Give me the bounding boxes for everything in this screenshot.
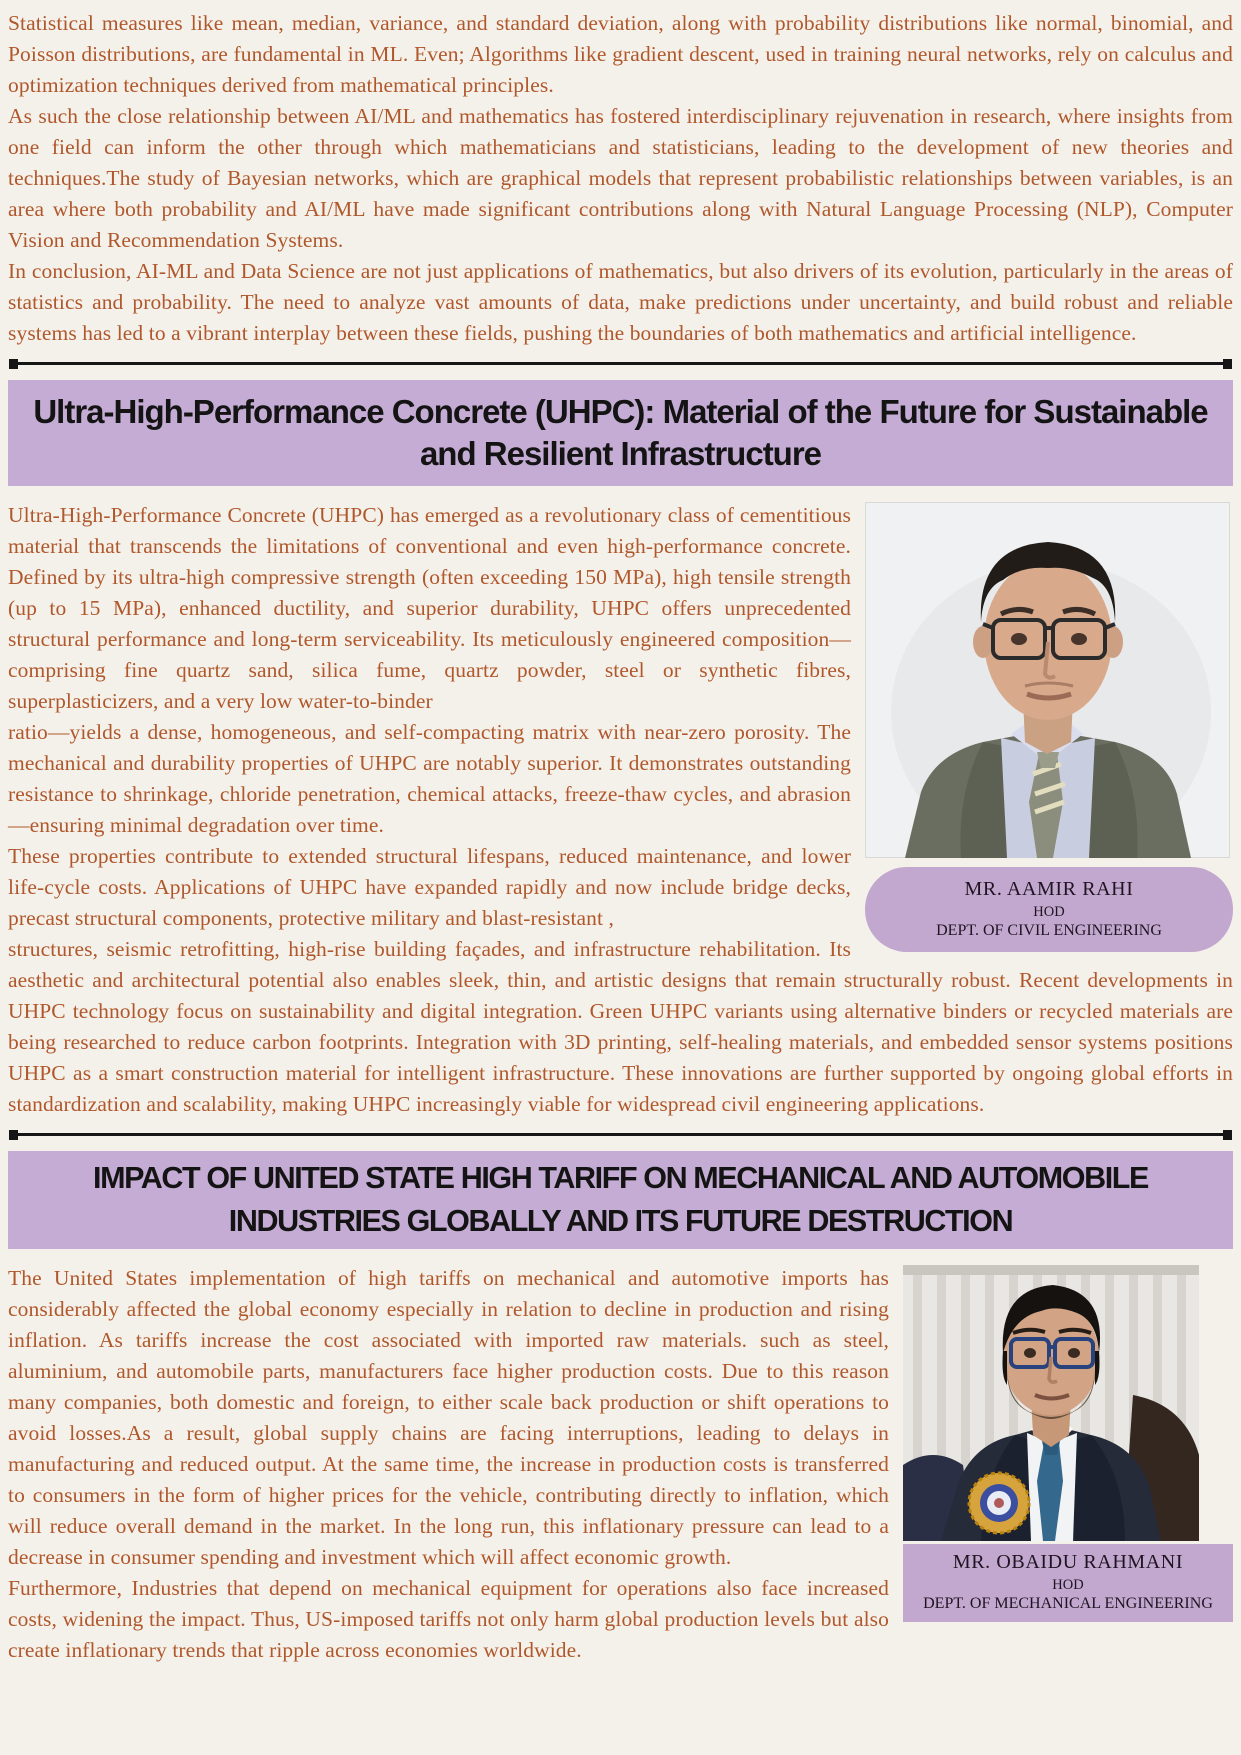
mechanical-hod-figure [903, 1265, 1233, 1622]
uhpc-paragraph: Ultra-High-Performance Concrete (UHPC) has emerged as a revolutionary class of cementitious material that transcends the limitations of conventional and even high-performance concrete. Defined by its ultra-high compressive strength (often exceeding 150 MPa), high tensile strength (up to 15 MPa), enhanced ductility, and superior durability, UHPC offers unprecedented structural performance and long-term serviceability. Its meticulously engineered composition—comprising fine quartz sand, silica fume, quartz powder, steel or synthetic fibres, superplasticizers, and a very low water-to-binder [8, 503, 851, 713]
civil-hod-figure [865, 502, 1233, 952]
section-divider [10, 1133, 1231, 1136]
intro-paragraph: As such the close relationship between AI/ML and mathematics has fostered interdisciplinary rejuvenation in research, where insights from one field can inform the other through which mathematicians and statisticians, leading to the development of new theories and techniques.The study of Bayesian networks, which are graphical models that represent probabilistic relationships between variables, is an area where both probability and AI/ML have made significant contributions along with Natural Language Processing (NLP), Computer Vision and Recommendation Systems. [8, 104, 1233, 252]
tariff-paragraph: Furthermore, Industries that depend on mechanical equipment for operations also face increased costs, widening the impact. Thus, US-imposed tariffs not only harm global production levels but also create inflationary trends that ripple across economies worldwide. [8, 1576, 889, 1662]
intro-section [8, 8, 1233, 349]
tariff-paragraph: The United States implementation of high tariffs on mechanical and automotive imports has considerably affected the global economy especially in relation to decline in production and rising inflation. As tariffs increase the cost associated with imported raw materials. such as steel, aluminium, and automobile parts, manufacturers face higher production costs. Due to this reason many companies, both domestic and foreign, to either scale back production or shift operations to avoid losses.As a result, global supply chains are facing interruptions, leading to delays in manufacturing and reduced output. At the same time, the increase in production costs is transferred to consumers in the form of higher prices for the vehicle, contributing directly to inflation, which will reduce overall demand in the market. In the long run, this inflationary pressure can lead to a decrease in consumer spending and investment which will affect economic growth. [8, 1266, 889, 1569]
mechanical-hod-role: HOD [1052, 1577, 1084, 1593]
section-divider [10, 362, 1231, 365]
mechanical-hod-photo [903, 1265, 1199, 1541]
tariff-article [8, 1263, 1233, 1666]
mechanical-hod-caption [903, 1544, 1233, 1622]
intro-paragraph: In conclusion, AI-ML and Data Science are not just applications of mathematics, but also drivers of its evolution, particularly in the areas of statistics and probability. The need to analyze vast amounts of data, make predictions under uncertainty, and build robust and reliable systems has led to a vibrant interplay between these fields, pushing the boundaries of both mathematics and artificial intelligence. [8, 259, 1233, 345]
intro-paragraph: Statistical measures like mean, median, variance, and standard deviation, along with probability distributions like normal, binomial, and Poisson distributions, are fundamental in ML. Even; Algorithms like gradient descent, used in training neural networks, rely on calculus and optimization techniques derived from mathematical principles. [8, 11, 1233, 97]
civil-hod-dept: DEPT. OF CIVIL ENGINEERING [936, 922, 1162, 939]
civil-hod-name: MR. AAMIR RAHI [964, 878, 1134, 900]
uhpc-paragraph: structures, seismic retrofitting, high-rise building façades, and infrastructure rehabilitation. Its aesthetic and architectural potential also enables sleek, thin, and artistic designs that remain structurally robust. Recent developments in UHPC technology focus on sustainability and digital integration. Green UHPC variants using alternative binders or recycled materials are being researched to reduce carbon footprints. Integration with 3D printing, self-healing materials, and embedded sensor systems positions UHPC as a smart construction material for intelligent infrastructure. These innovations are further supported by ongoing global efforts in standardization and scalability, making UHPC increasingly viable for widespread civil engineering applications. [8, 937, 1233, 1116]
civil-hod-photo [865, 502, 1230, 858]
uhpc-article-title: Ultra-High-Performance Concrete (UHPC): Material of the Future for Sustainable and Resilient Infrastructure [8, 380, 1233, 486]
uhpc-article [8, 500, 1233, 1120]
mechanical-hod-dept: DEPT. OF MECHANICAL ENGINEERING [923, 1595, 1213, 1612]
uhpc-paragraph: ratio—yields a dense, homogeneous, and self-compacting matrix with near-zero porosity. The mechanical and durability properties of UHPC are notably superior. It demonstrates outstanding resistance to shrinkage, chloride penetration, chemical attacks, freeze-thaw cycles, and abrasion—ensuring minimal degradation over time. [8, 720, 851, 837]
uhpc-paragraph: These properties contribute to extended structural lifespans, reduced maintenance, and lower life-cycle costs. Applications of UHPC have expanded rapidly and now include bridge decks, precast structural components, protective military and blast-resistant , [8, 844, 851, 930]
civil-hod-caption [865, 867, 1233, 952]
tariff-article-title: IMPACT OF UNITED STATE HIGH TARIFF ON MECHANICAL AND AUTOMOBILE INDUSTRIES GLOBALLY AND ITS FUTURE DESTRUCTION [8, 1151, 1233, 1249]
mechanical-hod-name: MR. OBAIDU RAHMANI [952, 1551, 1184, 1573]
civil-hod-role: HOD [1033, 904, 1065, 920]
